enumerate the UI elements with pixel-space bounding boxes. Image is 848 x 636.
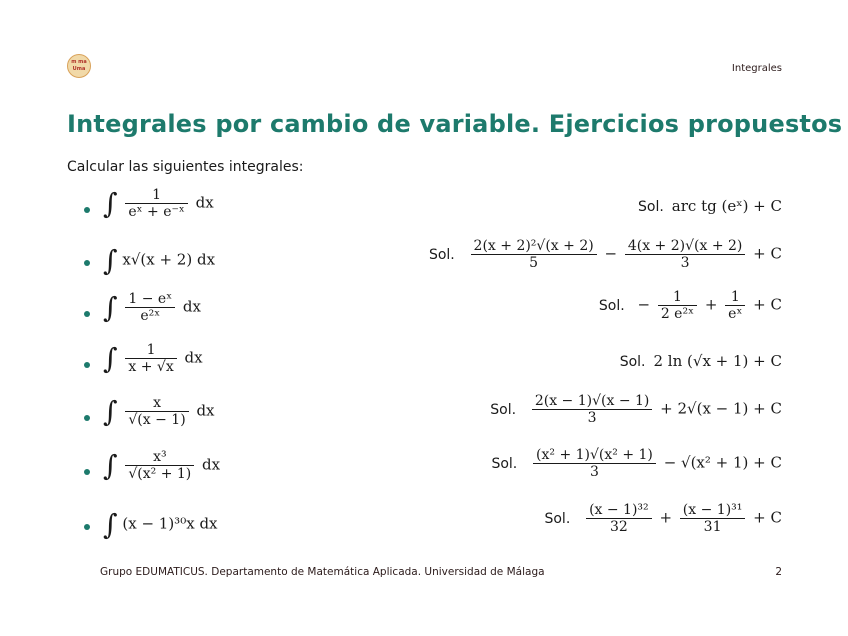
exercise-row-4 (0, 340, 848, 386)
integrand-fraction: $\frac{1}{\text{eˣ + e⁻ˣ}}$ (125, 187, 187, 220)
integral-sign: ∫ (103, 187, 118, 220)
integrand-4: ∫ $\frac{1}{x + √x}$ dx (103, 342, 203, 375)
exercise-row-6 (0, 447, 848, 493)
integrand-6: ∫ $\frac{\text{x³}}{\text{√(x² + 1)}}$ dx (103, 449, 221, 482)
solution-7: Sol. $\frac{\text{(x − 1)³²}}{32}$ + $\frac{\text{(x − 1)³¹}}{31}$ + C (544, 502, 782, 535)
solution-1: Sol. arc tg (eˣ) + C (638, 197, 782, 215)
integral-sign: ∫ (103, 508, 118, 541)
integrand-1: ∫ $\frac{1}{\text{eˣ + e⁻ˣ}}$ dx (103, 187, 214, 220)
bullet (84, 469, 90, 475)
integrand-7: ∫ (x − 1)³⁰x dx (103, 508, 218, 541)
logo-text-top: m ma (71, 59, 87, 65)
page-number: 2 (775, 566, 782, 578)
integral-sign: ∫ (103, 395, 118, 428)
exercise-row-3 (0, 289, 848, 335)
integral-sign: ∫ (103, 449, 118, 482)
university-logo (67, 54, 91, 78)
solution-6: Sol. $\frac{\text{(x² + 1)√(x² + 1)}}{3}$ − √(x² + 1) + C (491, 447, 782, 480)
bullet (84, 260, 90, 266)
logo-text-bottom: Uma (72, 66, 86, 72)
bullet (84, 207, 90, 213)
bullet (84, 362, 90, 368)
page-title: Integrales por cambio de variable. Ejercicios propuestos (67, 110, 843, 138)
solution-5: Sol. $\frac{2(x - 1)√(x - 1)}{3}$ + 2√(x − 1) + C (490, 393, 782, 426)
footer-credits: Grupo EDUMATICUS. Departamento de Matemática Aplicada. Universidad de Málaga (100, 566, 545, 578)
exercise-row-7 (0, 502, 848, 548)
exercise-row-2 (0, 238, 848, 284)
integrand-3: ∫ $\frac{\text{1 − eˣ}}{\text{e²ˣ}}$ dx (103, 291, 201, 324)
intro-text: Calcular las siguientes integrales: (67, 159, 304, 175)
solution-3: Sol. − $\frac{1}{\text{2 e²ˣ}}$ + $\frac{1}{\text{eˣ}}$ + C (598, 289, 782, 322)
integral-sign: ∫ (103, 244, 118, 277)
solution-4: Sol. 2 ln (√x + 1) + C (619, 352, 782, 370)
integral-sign: ∫ (103, 291, 118, 324)
bullet (84, 415, 90, 421)
bullet (84, 311, 90, 317)
section-header: Integrales (731, 63, 782, 74)
integral-sign: ∫ (103, 342, 118, 375)
integrand-5: ∫ $\frac{x}{√(x - 1)}$ dx (103, 395, 215, 428)
solution-2: Sol. $\frac{\text{2(x + 2)²√(x + 2)}}{5}$ − $\frac{4(x + 2)√(x + 2)}{3}$ + C (428, 238, 782, 271)
bullet (84, 524, 90, 530)
exercise-row-1 (0, 185, 848, 231)
exercise-row-5 (0, 393, 848, 439)
integrand-2: ∫ x√(x + 2) dx (103, 244, 216, 277)
